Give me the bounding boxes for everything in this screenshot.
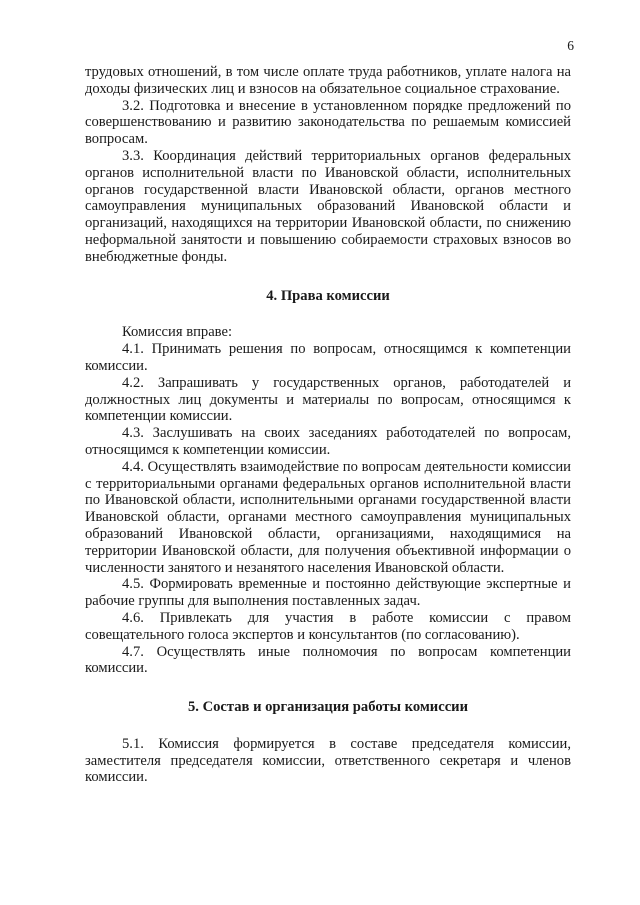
paragraph: трудовых отношений, в том числе оплате труда работников, уплате налога на доходы физических лиц и взносов на обязательное социальное страхование. bbox=[85, 64, 571, 97]
page-number: 6 bbox=[567, 38, 574, 53]
paragraph: 3.2. Подготовка и внесение в установленном порядке предложений по совершенствованию и развитию законодательства по решаемым комиссией вопросам. bbox=[85, 97, 571, 148]
paragraph: 3.3. Координация действий территориальных органов федеральных органов исполнительной власти по Ивановской области, исполнительных органов государственной власти Ивановской области, органов местного самоуправления муниципальных образований Ивановской области и организаций, находящихся на территории Ивановской области, по снижению неформальной занятости и повышению собираемости страховых взносов во внебюджетные фонды. bbox=[85, 147, 571, 265]
paragraph: 4.2. Запрашивать у государственных органов, работодателей и должностных лиц документы и материалы по вопросам, относящимся к компетенции комиссии. bbox=[85, 374, 571, 425]
paragraph: 4.4. Осуществлять взаимодействие по вопросам деятельности комиссии с территориальными органами федеральных органов исполнительной власти по Ивановской области, исполнительными органами государственной власти Ивановской области, органами местного самоуправления муниципальных образований Ивановской области, организациями, находящимися на территории Ивановской области, для получения объективной информации о численности занятого и незанятого населения Ивановской области. bbox=[85, 458, 571, 576]
paragraph: 4.6. Привлекать для участия в работе комиссии с правом совещательного голоса экспертов и консультантов (по согласованию). bbox=[85, 609, 571, 643]
paragraph: 4.3. Заслушивать на своих заседаниях работодателей по вопросам, относящимся к компетенции комиссии. bbox=[85, 425, 571, 458]
paragraph: Комиссия вправе: bbox=[122, 324, 233, 341]
paragraph: 5.1. Комиссия формируется в составе председателя комиссии, заместителя председателя комиссии, ответственного секретаря и членов комиссии. bbox=[85, 735, 571, 786]
section-heading: 5. Состав и организация работы комиссии bbox=[187, 699, 468, 716]
paragraph: 4.1. Принимать решения по вопросам, относящимся к компетенции комиссии. bbox=[85, 341, 571, 374]
document-body bbox=[85, 64, 571, 786]
paragraph: 4.5. Формировать временные и постоянно действующие экспертные и рабочие группы для выполнения поставленных задач. bbox=[85, 576, 571, 610]
paragraph: 4.7. Осуществлять иные полномочия по вопросам компетенции комиссии. bbox=[85, 643, 571, 677]
section-heading: 4. Права комиссии bbox=[266, 287, 390, 304]
